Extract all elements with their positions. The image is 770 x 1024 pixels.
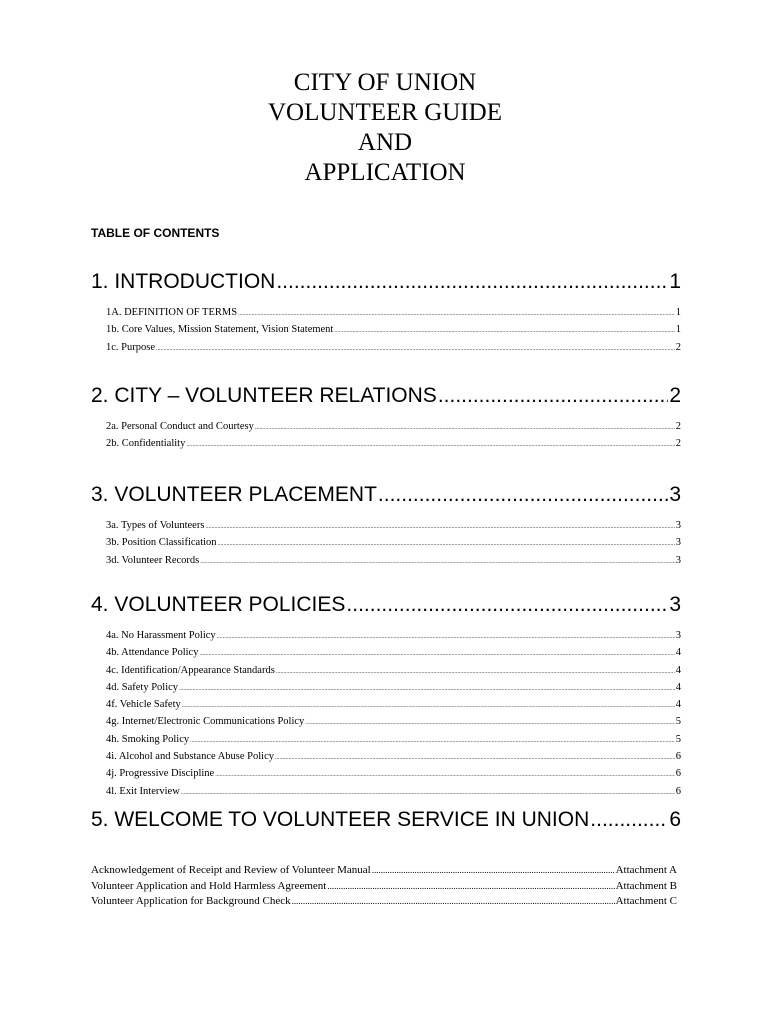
dot-leader	[590, 807, 668, 833]
toc-heading: TABLE OF CONTENTS	[91, 226, 220, 240]
toc-sub-entry[interactable]	[106, 419, 681, 436]
toc-page-number: 2	[675, 421, 681, 432]
dot-leader	[205, 520, 674, 535]
dot-leader	[199, 647, 674, 662]
toc-entry-label: 4i. Alcohol and Substance Abuse Policy	[106, 751, 274, 763]
toc-entry-label: 3d. Volunteer Records	[106, 554, 200, 566]
toc-section-welcome	[91, 807, 681, 833]
toc-main-entry[interactable]	[91, 482, 681, 508]
dot-leader	[327, 879, 614, 895]
toc-page-number: 5	[675, 733, 681, 745]
dot-leader	[186, 438, 674, 453]
attachments-list	[91, 863, 677, 910]
toc-main-entry[interactable]	[91, 383, 681, 409]
toc-sub-entry[interactable]	[106, 518, 681, 535]
dot-leader	[200, 555, 675, 570]
toc-entry-label: 4c. Identification/Appearance Standards	[106, 664, 275, 676]
attachment-entry[interactable]	[91, 894, 677, 910]
toc-sub-entry[interactable]	[106, 645, 681, 662]
dot-leader	[182, 699, 675, 714]
dot-leader	[276, 665, 675, 680]
toc-section-volunteer-placement	[91, 482, 681, 570]
toc-entry-label: 4d. Safety Policy	[106, 681, 179, 693]
toc-sub-entry[interactable]	[106, 663, 681, 680]
toc-entry-label: 2a. Personal Conduct and Courtesy	[106, 421, 254, 432]
toc-page-number: 4	[675, 699, 681, 711]
toc-sub-entry[interactable]	[106, 436, 681, 453]
attachment-ref: Attachment C	[615, 895, 677, 907]
toc-section-introduction	[91, 269, 681, 357]
toc-page-number: 3	[669, 593, 681, 616]
toc-page-number: 6	[669, 808, 681, 831]
toc-sub-list	[106, 305, 681, 357]
toc-sub-entry[interactable]	[106, 305, 681, 322]
dot-leader	[255, 421, 675, 436]
toc-section-city-volunteer-relations	[91, 383, 681, 454]
dot-leader	[438, 383, 668, 409]
toc-page-number: 1	[675, 307, 681, 318]
attachment-entry[interactable]	[91, 863, 677, 879]
toc-page-number: 1	[675, 324, 681, 336]
toc-entry-label: 1A. DEFINITION OF TERMS	[106, 307, 238, 318]
toc-sub-entry[interactable]	[106, 628, 681, 645]
toc-sub-entry[interactable]	[106, 714, 681, 731]
toc-entry-label: 4f. Vehicle Safety	[106, 699, 181, 711]
toc-page-number: 2	[675, 341, 681, 353]
toc-main-entry[interactable]	[91, 592, 681, 618]
toc-entry-label: 3b. Position Classification	[106, 537, 217, 549]
dot-leader	[292, 894, 615, 910]
toc-sub-entry[interactable]	[106, 680, 681, 697]
toc-sub-entry[interactable]	[106, 697, 681, 714]
title-line: APPLICATION	[304, 159, 466, 186]
toc-entry-label: 4b. Attendance Policy	[106, 647, 199, 659]
dot-leader	[217, 630, 675, 645]
dot-leader	[156, 342, 675, 357]
toc-main-entry[interactable]	[91, 807, 681, 833]
toc-entry-label: 4l. Exit Interview	[106, 785, 180, 797]
toc-sub-entry[interactable]	[106, 553, 681, 570]
toc-sub-entry[interactable]	[106, 322, 681, 339]
toc-page-number: 4	[675, 681, 681, 693]
dot-leader	[305, 716, 674, 731]
attachment-label: Volunteer Application for Background Check	[91, 895, 291, 907]
toc-entry-title: 3. VOLUNTEER PLACEMENT	[91, 483, 377, 506]
toc-sub-list	[106, 518, 681, 570]
dot-leader	[378, 482, 668, 508]
dot-leader	[372, 863, 615, 879]
attachment-entry[interactable]	[91, 879, 677, 895]
attachment-label: Volunteer Application and Hold Harmless Agreement	[91, 879, 327, 892]
toc-section-volunteer-policies	[91, 592, 681, 801]
toc-sub-list	[106, 628, 681, 801]
toc-page-number: 3	[675, 554, 681, 566]
attachment-label: Acknowledgement of Receipt and Review of Volunteer Manual	[91, 864, 371, 876]
dot-leader	[238, 307, 675, 322]
toc-main-entry[interactable]	[91, 269, 681, 295]
toc-sub-entry[interactable]	[106, 340, 681, 357]
toc-sub-list	[106, 419, 681, 454]
toc-page-number: 6	[675, 785, 681, 797]
toc-entry-label: 2b. Confidentiality	[106, 438, 186, 450]
dot-leader	[179, 682, 675, 697]
toc-page-number: 3	[675, 630, 681, 641]
toc-entry-label: 4g. Internet/Electronic Communications Policy	[106, 716, 305, 728]
toc-entry-title: 2. CITY – VOLUNTEER RELATIONS	[91, 384, 437, 407]
attachment-ref: Attachment A	[615, 864, 677, 876]
toc-page-number: 4	[675, 664, 681, 676]
toc-entry-title: 1. INTRODUCTION	[91, 270, 276, 293]
dot-leader	[190, 734, 675, 749]
toc-entry-title: 4. VOLUNTEER POLICIES	[91, 593, 346, 616]
toc-page-number: 6	[675, 768, 681, 780]
toc-entry-title: 5. WELCOME TO VOLUNTEER SERVICE IN UNION	[91, 808, 590, 831]
document-title	[0, 68, 770, 188]
dot-leader	[181, 786, 675, 801]
toc-entry-label: 4a. No Harassment Policy	[106, 630, 216, 641]
dot-leader	[334, 324, 674, 339]
attachment-ref: Attachment B	[615, 879, 677, 892]
toc-sub-entry[interactable]	[106, 535, 681, 552]
toc-entry-label: 4h. Smoking Policy	[106, 733, 190, 745]
dot-leader	[215, 768, 675, 783]
dot-leader	[218, 537, 675, 552]
toc-sub-entry[interactable]	[106, 784, 681, 801]
toc-sub-entry[interactable]	[106, 732, 681, 749]
toc-page-number: 2	[675, 438, 681, 450]
toc-entry-label: 1c. Purpose	[106, 341, 155, 353]
dot-leader	[275, 751, 675, 766]
title-line: CITY OF UNION	[293, 69, 477, 96]
toc-page-number: 6	[675, 751, 681, 763]
toc-sub-entry[interactable]	[106, 749, 681, 766]
toc-page-number: 4	[675, 647, 681, 659]
toc-page-number: 3	[669, 483, 681, 506]
toc-page-number: 3	[675, 537, 681, 549]
toc-page-number: 2	[669, 384, 681, 407]
toc-page-number: 3	[675, 520, 681, 531]
toc-page-number: 1	[669, 270, 681, 293]
toc-entry-label: 1b. Core Values, Mission Statement, Vision Statement	[106, 324, 334, 336]
toc-entry-label: 4j. Progressive Discipline	[106, 768, 215, 780]
title-line: AND	[357, 129, 413, 156]
title-line: VOLUNTEER GUIDE	[268, 99, 502, 126]
dot-leader	[276, 269, 668, 295]
toc-sub-entry[interactable]	[106, 766, 681, 783]
toc-page-number: 5	[675, 716, 681, 728]
toc-entry-label: 3a. Types of Volunteers	[106, 520, 205, 531]
dot-leader	[346, 592, 668, 618]
